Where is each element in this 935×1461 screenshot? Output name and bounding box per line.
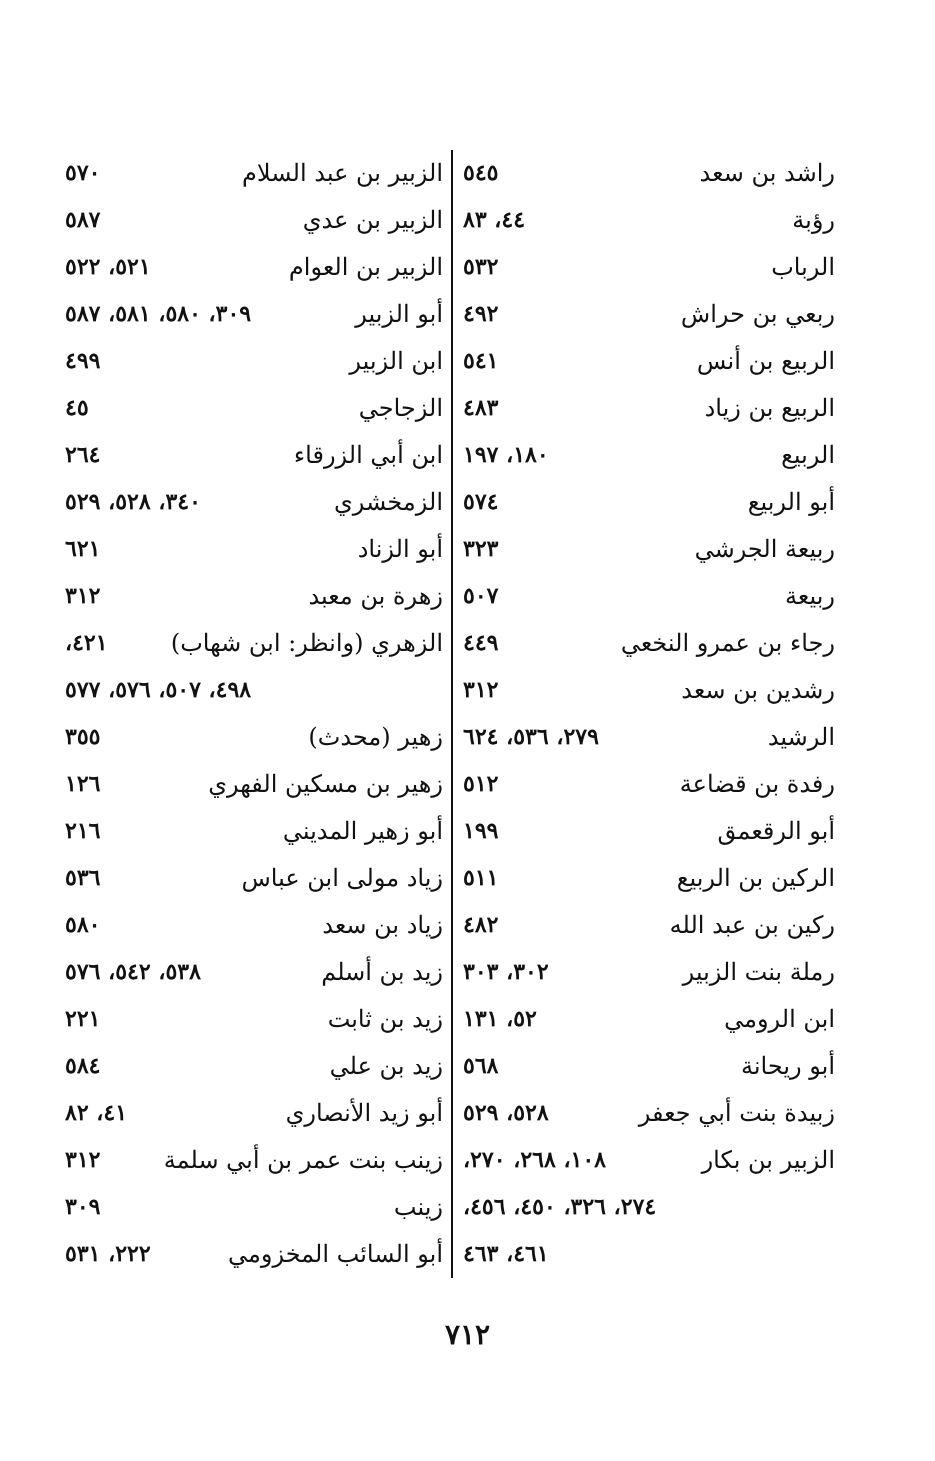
index-entry bbox=[453, 575, 845, 622]
index-column-right bbox=[453, 152, 845, 1280]
index-entry bbox=[55, 857, 443, 904]
entry-pages: ٥٦٨ bbox=[463, 1053, 499, 1079]
entry-pages: ٣١٢ bbox=[65, 1147, 101, 1173]
entry-name: رجاء بن عمرو النخعي bbox=[620, 629, 835, 657]
index-entry bbox=[453, 199, 845, 246]
index-entry bbox=[453, 387, 845, 434]
index-entry bbox=[453, 1045, 845, 1092]
page-number: ٧١٢ bbox=[444, 1318, 491, 1351]
index-entry bbox=[55, 716, 443, 763]
index-entry bbox=[55, 810, 443, 857]
index-entry bbox=[453, 293, 845, 340]
index-entry bbox=[453, 622, 845, 669]
entry-name: ابن الزبير bbox=[349, 347, 443, 375]
entry-name: الزبير بن عبد السلام bbox=[242, 159, 443, 187]
entry-name: زهرة بن معبد bbox=[308, 582, 443, 610]
index-entry bbox=[55, 763, 443, 810]
entry-pages: ٥٣٢ bbox=[463, 254, 499, 280]
entry-pages: ٥٧٤ bbox=[463, 489, 499, 515]
entry-pages: ٤٩٩ bbox=[65, 348, 101, 374]
entry-pages: ٦٢١ bbox=[65, 536, 101, 562]
entry-name: زهير (محدث) bbox=[308, 723, 443, 751]
index-entry bbox=[55, 481, 443, 528]
entry-pages: ٥٧٠ bbox=[65, 160, 101, 186]
index-entry bbox=[55, 1045, 443, 1092]
entry-name: أبو الزناد bbox=[357, 535, 443, 563]
entry-pages: ٥٨٠ bbox=[65, 912, 101, 938]
index-entry bbox=[453, 1233, 845, 1280]
entry-name: الربيع بن زياد bbox=[704, 394, 835, 422]
entry-name: الركين بن الربيع bbox=[676, 864, 835, 892]
entry-name: رفدة بن قضاعة bbox=[679, 770, 835, 798]
entry-pages: ١٨٠، ١٩٧ bbox=[463, 442, 549, 468]
index-entry bbox=[55, 434, 443, 481]
index-entry bbox=[55, 152, 443, 199]
index-entry bbox=[55, 904, 443, 951]
entry-name: زيد بن ثابت bbox=[327, 1005, 443, 1033]
entry-name: ابن أبي الزرقاء bbox=[293, 441, 443, 469]
entry-pages: ٣٠٢، ٣٠٣ bbox=[463, 959, 549, 985]
entry-pages: ٢٢٢، ٥٣١ bbox=[65, 1241, 151, 1267]
entry-pages: ٢٢١ bbox=[65, 1006, 101, 1032]
entry-pages: ١٠٨، ٢٦٨، ٢٧٠، bbox=[463, 1147, 606, 1173]
entry-pages: ٤٩٢ bbox=[463, 301, 499, 327]
entry-pages: ٥٢١، ٥٢٢ bbox=[65, 254, 151, 280]
entry-name: زينب بنت عمر بن أبي سلمة bbox=[163, 1146, 443, 1174]
entry-name: أبو زيد الأنصاري bbox=[285, 1099, 443, 1127]
entry-name: الزجاجي bbox=[358, 394, 443, 422]
entry-pages: ٤١، ٨٢ bbox=[65, 1100, 128, 1126]
entry-pages: ٢٧٤، ٣٢٦، ٤٥٠، ٤٥٦، bbox=[463, 1194, 657, 1220]
entry-pages: ٤٢١، bbox=[65, 630, 108, 656]
entry-pages: ٢١٦ bbox=[65, 818, 101, 844]
entry-name: الربيع بن أنس bbox=[696, 347, 835, 375]
entry-pages: ٥٣٨، ٥٤٢، ٥٧٦ bbox=[65, 959, 201, 985]
entry-name: رؤبة bbox=[792, 206, 835, 234]
entry-name: رملة بنت الزبير bbox=[682, 958, 835, 986]
index-entry bbox=[453, 998, 845, 1045]
entry-pages: ٥٨٤ bbox=[65, 1053, 101, 1079]
entry-pages: ٥٢٨، ٥٢٩ bbox=[463, 1100, 549, 1126]
index-entry bbox=[55, 1092, 443, 1139]
entry-name: الزبير بن العوام bbox=[288, 253, 443, 281]
entry-pages: ٥٤١ bbox=[463, 348, 499, 374]
entry-name: ابن الرومي bbox=[724, 1005, 835, 1033]
entry-pages: ٥٨٧ bbox=[65, 207, 101, 233]
index-entry bbox=[55, 246, 443, 293]
entry-pages: ٥١١ bbox=[463, 865, 499, 891]
entry-pages: ٤٩٨، ٥٠٧، ٥٧٦، ٥٧٧ bbox=[65, 677, 252, 703]
index-entry bbox=[55, 1233, 443, 1280]
index-entry bbox=[55, 199, 443, 246]
entry-name: ربيعة الجرشي bbox=[694, 535, 835, 563]
index-entry bbox=[453, 763, 845, 810]
entry-pages: ٤٨٣ bbox=[463, 395, 499, 421]
index-entry bbox=[453, 857, 845, 904]
entry-name: الرشيد bbox=[767, 723, 835, 751]
entry-pages: ٥٠٧ bbox=[463, 583, 499, 609]
index-entry bbox=[453, 434, 845, 481]
entry-name: أبو الربيع bbox=[747, 488, 835, 516]
column-divider bbox=[451, 150, 453, 1278]
entry-pages: ٥٣٦ bbox=[65, 865, 101, 891]
entry-pages: ٤٥ bbox=[65, 395, 89, 421]
entry-name: ربيعة bbox=[785, 582, 835, 610]
index-entry bbox=[453, 669, 845, 716]
entry-name: أبو الرقعمق bbox=[717, 817, 835, 845]
entry-pages: ٤٤٩ bbox=[463, 630, 499, 656]
index-entry bbox=[55, 1186, 443, 1233]
entry-name: الزهري (وانظر: ابن شهاب) bbox=[170, 629, 443, 657]
index-entry bbox=[453, 1186, 845, 1233]
index-entry bbox=[453, 904, 845, 951]
entry-name: أبو السائب المخزومي bbox=[228, 1240, 443, 1268]
entry-pages: ٢٦٤ bbox=[65, 442, 101, 468]
entry-name: أبو الزبير bbox=[355, 300, 443, 328]
index-entry bbox=[453, 340, 845, 387]
index-entry bbox=[55, 951, 443, 998]
index-entry bbox=[55, 340, 443, 387]
entry-name: أبو زهير المديني bbox=[282, 817, 443, 845]
index-entry bbox=[453, 152, 845, 199]
entry-pages: ٢٧٩، ٥٣٦، ٦٢٤ bbox=[463, 724, 599, 750]
entry-name: الزبير بن عدي bbox=[302, 206, 443, 234]
entry-pages: ٣١٢ bbox=[65, 583, 101, 609]
index-entry bbox=[55, 293, 443, 340]
entry-pages: ١٩٩ bbox=[463, 818, 499, 844]
entry-name: الرباب bbox=[771, 253, 835, 281]
entry-pages: ٥٢، ١٣١ bbox=[463, 1006, 537, 1032]
entry-name: الربيع bbox=[781, 441, 835, 469]
entry-name: راشد بن سعد bbox=[699, 159, 835, 187]
entry-name: زياد بن سعد bbox=[322, 911, 443, 939]
index-entry bbox=[453, 1092, 845, 1139]
index-entry bbox=[55, 387, 443, 434]
index-entry bbox=[453, 1139, 845, 1186]
entry-pages: ١٢٦ bbox=[65, 771, 101, 797]
entry-name: الزبير بن بكار bbox=[701, 1146, 835, 1174]
entry-name: ربعي بن حراش bbox=[680, 300, 835, 328]
entry-pages: ٥١٢ bbox=[463, 771, 499, 797]
entry-pages: ٣٤٠، ٥٢٨، ٥٢٩ bbox=[65, 489, 201, 515]
entry-pages: ٣١٢ bbox=[463, 677, 499, 703]
entry-pages: ٣٠٩، ٥٨٠، ٥٨١، ٥٨٧ bbox=[65, 301, 252, 327]
entry-name: زينب bbox=[393, 1193, 443, 1221]
entry-name: زيد بن علي bbox=[329, 1052, 443, 1080]
entry-pages: ٤٦١، ٤٦٣ bbox=[463, 1241, 549, 1267]
entry-name: زياد مولى ابن عباس bbox=[241, 864, 443, 892]
entry-pages: ٥٤٥ bbox=[463, 160, 499, 186]
entry-pages: ٣٠٩ bbox=[65, 1194, 101, 1220]
index-entry bbox=[55, 1139, 443, 1186]
index-column-left bbox=[55, 152, 443, 1280]
entry-pages: ٤٨٢ bbox=[463, 912, 499, 938]
index-entry bbox=[55, 528, 443, 575]
entry-name: أبو ريحانة bbox=[741, 1052, 835, 1080]
index-entry bbox=[55, 622, 443, 669]
index-entry bbox=[55, 575, 443, 622]
entry-name: زيد بن أسلم bbox=[321, 958, 443, 986]
entry-name: الزمخشري bbox=[333, 488, 443, 516]
index-entry bbox=[55, 998, 443, 1045]
index-entry bbox=[453, 246, 845, 293]
entry-pages: ٤٤، ٨٣ bbox=[463, 207, 526, 233]
entry-name: ركين بن عبد الله bbox=[669, 911, 835, 939]
index-entry bbox=[453, 716, 845, 763]
entry-name: زبيدة بنت أبي جعفر bbox=[638, 1099, 835, 1127]
entry-pages: ٣٢٣ bbox=[463, 536, 499, 562]
index-entry bbox=[453, 810, 845, 857]
index-entry bbox=[453, 528, 845, 575]
entry-name: رشدين بن سعد bbox=[681, 676, 835, 704]
index-entry bbox=[453, 951, 845, 998]
index-entry bbox=[55, 669, 443, 716]
entry-pages: ٣٥٥ bbox=[65, 724, 101, 750]
entry-name: زهير بن مسكين الفهري bbox=[208, 770, 443, 798]
index-entry bbox=[453, 481, 845, 528]
